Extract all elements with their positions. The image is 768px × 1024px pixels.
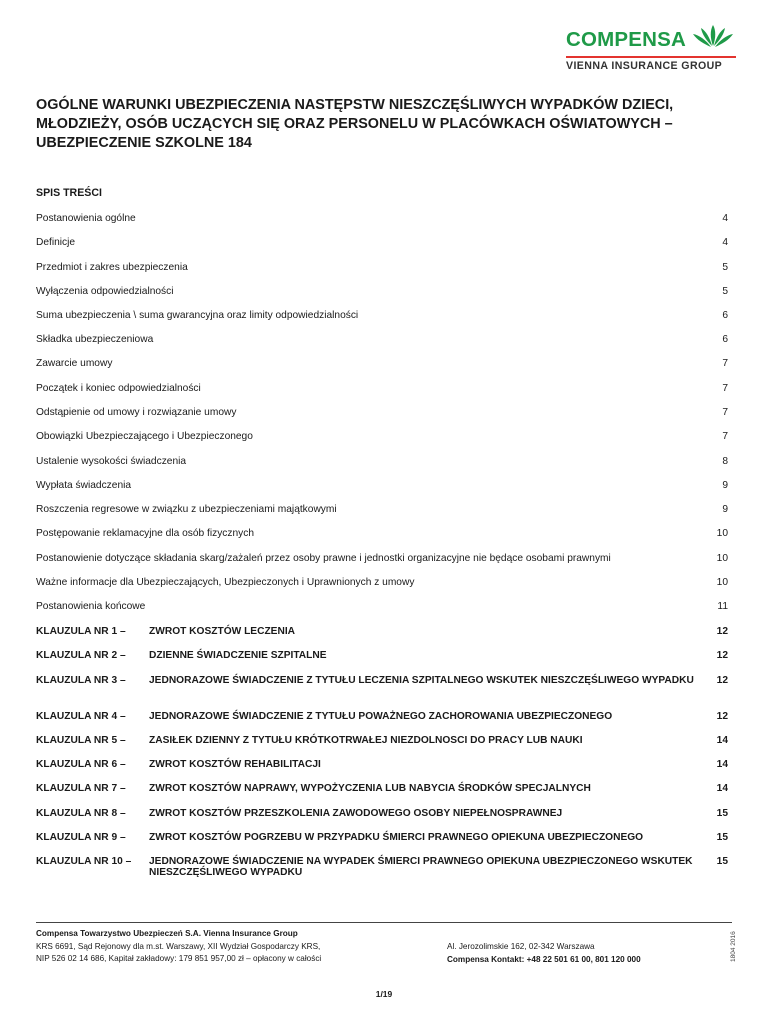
clause-page: 12: [716, 626, 728, 637]
document-title: [36, 96, 736, 153]
clause-page: 12: [716, 650, 728, 661]
toc-entry-label: Ustalenie wysokości świadczenia: [36, 456, 187, 467]
clause-page: 14: [716, 759, 728, 770]
footer-address: Al. Jerozolimskie 162, 02-342 Warszawa: [447, 942, 595, 951]
compensa-logo: [566, 24, 736, 74]
toc-entry-label: Suma ubezpieczenia \ suma gwarancyjna oraz limity odpowiedzialności: [36, 310, 359, 321]
toc-entry-page: 10: [716, 553, 728, 564]
footer-company-name: Compensa Towarzystwo Ubezpieczeń S.A. Vienna Insurance Group: [36, 929, 298, 938]
logo-tagline: VIENNA INSURANCE GROUP: [566, 60, 723, 72]
clause-page: 14: [716, 735, 728, 746]
clause-title: ZWROT KOSZTÓW PRZESZKOLENIA ZAWODOWEGO OSOBY NIEPEŁNOSPRAWNEJ: [149, 808, 563, 819]
footer-nip: NIP 526 02 14 686, Kapitał zakładowy: 179 851 957,00 zł – opłacony w całości: [36, 954, 322, 963]
toc-entry-label: Postanowienia końcowe: [36, 601, 146, 612]
clause-number: KLAUZULA NR 7 –: [36, 783, 126, 794]
toc-entry-page: 4: [722, 213, 728, 224]
toc-entry-label: Zawarcie umowy: [36, 358, 113, 369]
logo-brand: COMPENSA: [566, 28, 687, 51]
clause-number: KLAUZULA NR 4 –: [36, 711, 126, 722]
toc-entry-label: Wypłata świadczenia: [36, 480, 132, 491]
document-code: 1804 2016: [730, 931, 737, 962]
toc-entry-page: 8: [722, 456, 728, 467]
title-line: OGÓLNE WARUNKI UBEZPIECZENIA NASTĘPSTW NIESZCZĘŚLIWYCH WYPADKÓW DZIECI,: [36, 97, 674, 113]
clause-page: 15: [716, 808, 728, 819]
toc-heading: SPIS TREŚCI: [36, 187, 102, 199]
footer-divider: [36, 922, 732, 923]
flower-logo-icon: [690, 24, 736, 48]
toc-entry-label: Odstąpienie od umowy i rozwiązanie umowy: [36, 407, 237, 418]
clause-number: KLAUZULA NR 9 –: [36, 832, 126, 843]
clause-page: 12: [716, 711, 728, 722]
clause-number: KLAUZULA NR 3 –: [36, 675, 126, 686]
clause-title: DZIENNE ŚWIADCZENIE SZPITALNE: [149, 650, 327, 661]
toc-entry-label: Obowiązki Ubezpieczającego i Ubezpieczonego: [36, 431, 253, 442]
toc-entry-label: Wyłączenia odpowiedzialności: [36, 286, 174, 297]
toc-entry-page: 7: [722, 358, 728, 369]
page-number: 1/19: [375, 989, 393, 999]
toc-entry-label: Roszczenia regresowe w związku z ubezpieczeniami majątkowymi: [36, 504, 337, 515]
clause-page: 15: [716, 856, 728, 867]
clause-number: KLAUZULA NR 10 –: [36, 856, 132, 867]
clause-page: 15: [716, 832, 728, 843]
toc-entry-page: 11: [717, 601, 728, 612]
toc-entry-page: 6: [722, 334, 728, 345]
toc-entry-label: Definicje: [36, 237, 76, 248]
footer-contact: Compensa Kontakt: +48 22 501 61 00, 801 120 000: [447, 954, 641, 964]
clause-title: ZWROT KOSZTÓW LECZENIA: [149, 626, 296, 637]
title-line: UBEZPIECZENIE SZKOLNE 184: [36, 135, 252, 151]
toc-entry-page: 7: [722, 407, 728, 418]
footer-contact-info: [447, 941, 641, 966]
toc-entry-page: 9: [722, 504, 728, 515]
toc-entry-page: 5: [722, 286, 728, 297]
title-line: MŁODZIEŻY, OSÓB UCZĄCYCH SIĘ ORAZ PERSONELU W PLACÓWKACH OŚWIATOWYCH –: [36, 116, 673, 132]
toc-entry-label: Postanowienia ogólne: [36, 213, 136, 224]
clause-title: ZWROT KOSZTÓW REHABILITACJI: [149, 759, 321, 770]
toc-entry-page: 4: [722, 237, 728, 248]
clause-title: ZWROT KOSZTÓW NAPRAWY, WYPOŻYCZENIA LUB NABYCIA ŚRODKÓW SPECJALNYCH: [149, 783, 591, 794]
clause-title: ZASIŁEK DZIENNY Z TYTUŁU KRÓTKOTRWAŁEJ NIEZDOLNOSCI DO PRACY LUB NAUKI: [149, 735, 583, 746]
toc-entry-page: 9: [722, 480, 728, 491]
toc-entry-page: 7: [722, 431, 728, 442]
toc-entry-page: 10: [716, 577, 728, 588]
toc-entry-page: 10: [716, 528, 728, 539]
footer-company-info: [36, 928, 321, 966]
toc-entry-label: Przedmiot i zakres ubezpieczenia: [36, 262, 188, 273]
clause-page: 12: [716, 675, 728, 686]
clause-number: KLAUZULA NR 8 –: [36, 808, 126, 819]
toc-entry-page: 5: [722, 262, 728, 273]
clause-title: JEDNORAZOWE ŚWIADCZENIE Z TYTUŁU LECZENIA SZPITALNEGO WSKUTEK NIESZCZĘŚLIWEGO WYPADKU: [149, 675, 694, 686]
toc-entry-label: Składka ubezpieczeniowa: [36, 334, 154, 345]
footer-registry: KRS 6691, Sąd Rejonowy dla m.st. Warszawy, XII Wydział Gospodarczy KRS,: [36, 941, 321, 951]
toc-entry-page: 6: [722, 310, 728, 321]
toc-entry-label: Ważne informacje dla Ubezpieczających, Ubezpieczonych i Uprawnionych z umowy: [36, 577, 415, 588]
clause-number: KLAUZULA NR 6 –: [36, 759, 126, 770]
clause-title: JEDNORAZOWE ŚWIADCZENIE Z TYTUŁU POWAŻNEGO ZACHOROWANIA UBEZPIECZONEGO: [149, 711, 613, 722]
toc-entry-label: Początek i koniec odpowiedzialności: [36, 383, 201, 394]
clause-number: KLAUZULA NR 1 –: [36, 626, 126, 637]
toc-entry-label: Postępowanie reklamacyjne dla osób fizycznych: [36, 528, 255, 539]
logo-red-rule: [566, 56, 736, 58]
clause-page: 14: [716, 783, 728, 794]
toc-entry-label: Postanowienie dotyczące składania skarg/zażaleń przez osoby prawne i jednostki organizacyjne nie będące osobami prawnymi: [36, 553, 611, 564]
clause-number: KLAUZULA NR 5 –: [36, 735, 126, 746]
clause-number: KLAUZULA NR 2 –: [36, 650, 126, 661]
toc-entry-page: 7: [722, 383, 728, 394]
clause-title: ZWROT KOSZTÓW POGRZEBU W PRZYPADKU ŚMIERCI PRAWNEGO OPIEKUNA UBEZPIECZONEGO: [149, 832, 644, 843]
clause-title: JEDNORAZOWE ŚWIADCZENIE NA WYPADEK ŚMIERCI PRAWNEGO OPIEKUNA UBEZPIECZONEGO WSKUTEK NIESZCZĘŚLIWEGO WYPADKU: [149, 856, 693, 878]
